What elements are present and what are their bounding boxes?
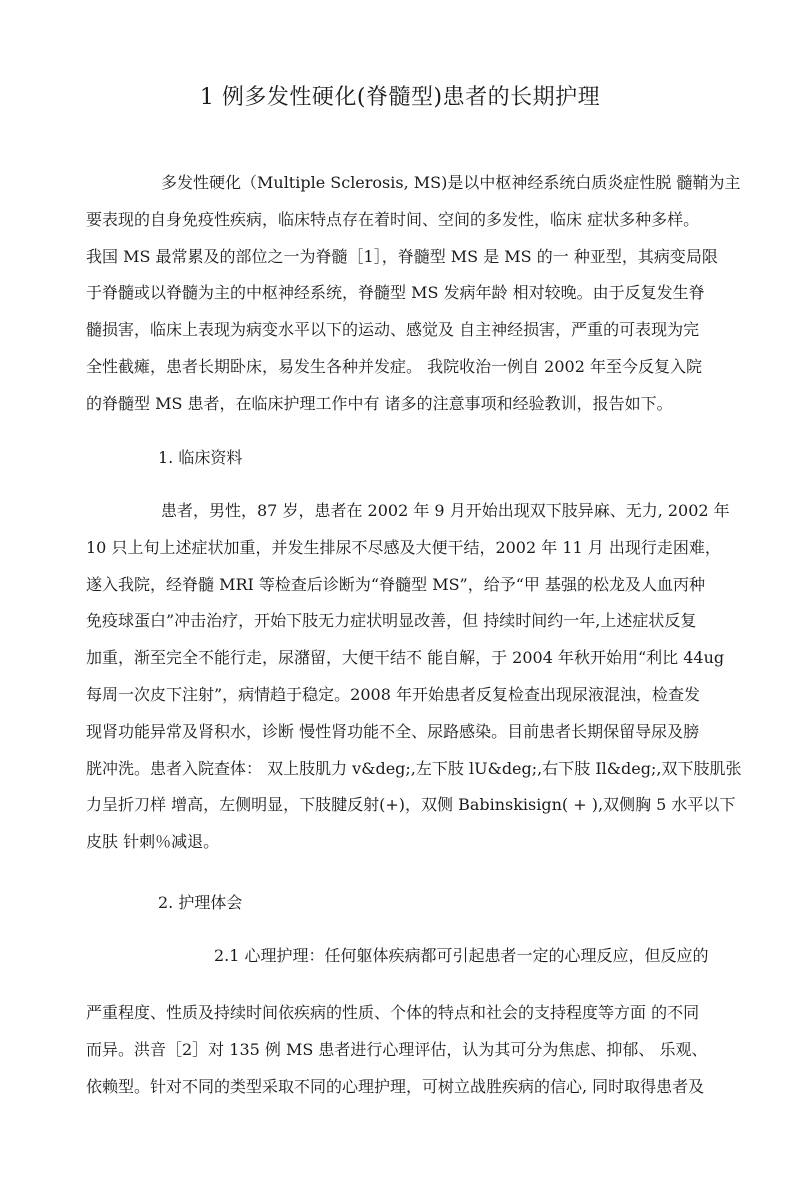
clinical-line: 遂入我院，经脊髓 MRI 等检查后诊断为“脊髓型 MS”，给予“甲 基强的松龙及人血丙种: [86, 574, 705, 594]
intro-line: 的脊髓型 MS 患者，在临床护理工作中有 诸多的注意事项和经验教训，报告如下。: [86, 393, 673, 413]
psych-care-line: 而异。洪音［2］对 135 例 MS 患者进行心理评估，认为其可分为焦虑、抑郁、 乐观、: [86, 1039, 708, 1059]
clinical-line: 免疫球蛋白”冲击治疗，开始下肢无力症状明显改善，但 持续时间约一年,上述症状反复: [86, 611, 697, 631]
clinical-line: 加重，渐至完全不能行走，尿潴留，大便干结不 能自解，于 2004 年秋开始用“利比 44ug: [86, 648, 725, 668]
clinical-line: 皮肤 针刺％减退。: [86, 832, 220, 852]
clinical-line: 10 只上旬上述症状加重，并发生排尿不尽感及大便干结，2002 年 11 月 出现行走困难，: [86, 537, 721, 557]
clinical-line: 现肾功能异常及肾积水，诊断 慢性肾功能不全、尿路感染。目前患者长期保留导尿及膀: [86, 721, 700, 741]
intro-line: 多发性硬化（Multiple Sclerosis, MS)是以中枢神经系统白质炎症性脱 髓鞘为主: [161, 173, 741, 192]
clinical-line: 胱冲洗。患者入院查体： 双上肢肌力 v&deg;,左下肢 lU&deg;,右下肢 Il&deg;,双下肢肌张: [86, 758, 742, 778]
psych-care-first-line: 2.1 心理护理：任何躯体疾病都可引起患者一定的心理反应，但反应的: [214, 946, 709, 965]
intro-line: 髓损害，临床上表现为病变水平以下的运动、感觉及 自主神经损害，严重的可表现为完: [86, 320, 700, 340]
clinical-line: 力呈折刀样 增高，左侧明显，下肢腱反射(+)，双侧 Babinskisign( + ),双侧胸 5 水平以下: [86, 795, 736, 815]
clinical-line: 每周一次皮下注射”，病情趋于稳定。2008 年开始患者反复检查出现尿液混浊，检查发: [86, 684, 700, 704]
intro-line: 我国 MS 最常累及的部位之一为脊髓［1］，脊髓型 MS 是 MS 的一 种亚型，其病变局限: [86, 246, 718, 266]
intro-line: 要表现的自身免疫性疾病，临床特点存在着时间、空间的多发性，临床 症状多种多样。: [86, 209, 700, 229]
psychological-care-paragraph: [86, 938, 716, 975]
document-title: 1 例多发性硬化(脊髓型)患者的长期护理: [199, 85, 601, 110]
section-heading-clinical-data: 1. 临床资料: [158, 448, 243, 467]
psych-care-line: 严重程度、性质及持续时间依疾病的性质、个体的特点和社会的支持程度等方面 的不同: [86, 1003, 700, 1022]
clinical-data-paragraph: [86, 493, 742, 861]
psychological-care-continued: [86, 995, 716, 1105]
psych-care-line: 依赖型。针对不同的类型采取不同的心理护理，可树立战胜疾病的信心, 同时取得患者及: [86, 1076, 705, 1096]
section-heading-nursing-experience: 2. 护理体会: [158, 893, 243, 912]
intro-line: 全性截瘫，患者长期卧床，易发生各种并发症。 我院收治一例自 2002 年至今反复入院: [86, 356, 702, 376]
clinical-line: 患者，男性，87 岁，患者在 2002 年 9 月开始出现双下肢异麻、无力, 2002 年: [161, 501, 730, 520]
intro-paragraph: [86, 165, 741, 423]
intro-line: 于脊髓或以脊髓为主的中枢神经系统，脊髓型 MS 发病年龄 相对较晚。由于反复发生脊: [86, 283, 705, 303]
